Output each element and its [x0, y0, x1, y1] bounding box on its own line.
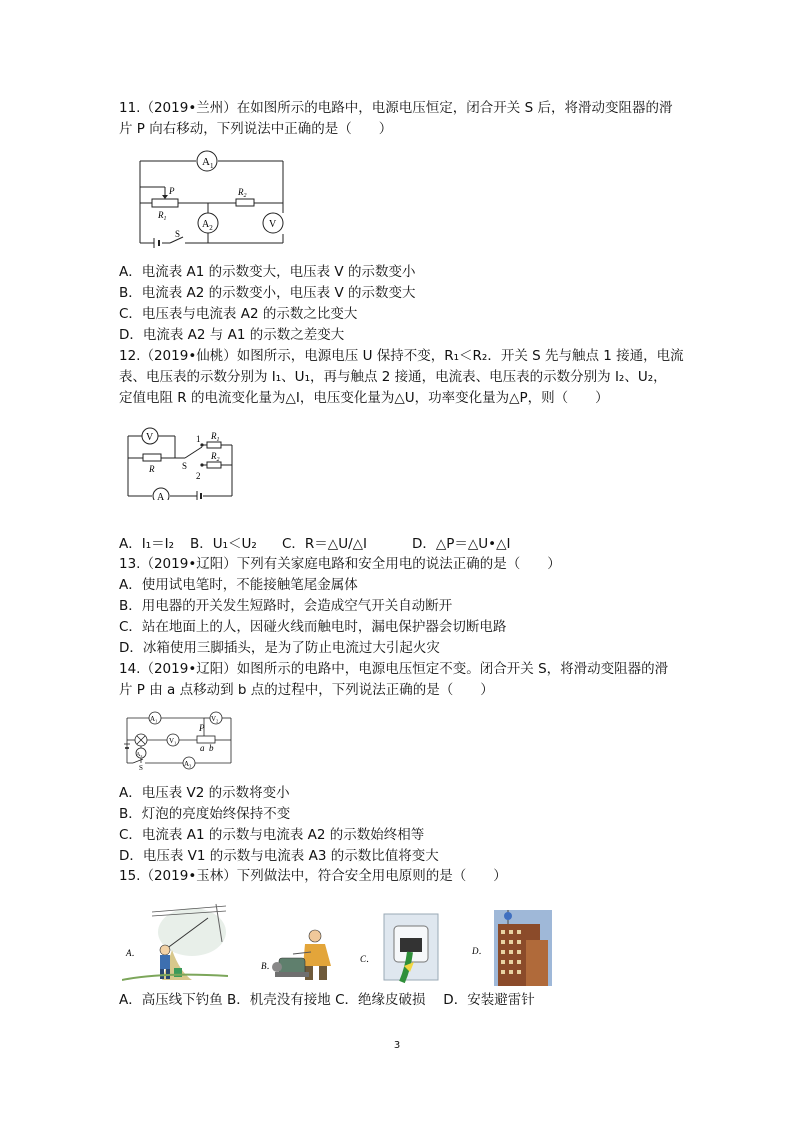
page-number: 3	[393, 1040, 401, 1051]
voltmeter-v-label: V	[146, 432, 154, 443]
ammeter-a-label: A	[157, 492, 165, 500]
q13-option-b: B．用电器的开关发生短路时，会造成空气开关自动断开	[119, 598, 453, 614]
q12-option-a: A．I₁＝I₂	[119, 536, 175, 552]
switch-s-label: S	[175, 229, 181, 239]
q12-stem-line3: 定值电阻 R 的电流变化量为△I，电压变化量为△U，功率变化量为△P，则（ ）	[119, 390, 609, 406]
q12-option-c: C．R＝△U/△I	[282, 536, 367, 552]
q14-stem-line1: 14.（2019•辽阳）如图所示的电路中，电源电压恒定不变。闭合开关 S，将滑动变阻器的滑	[119, 661, 669, 677]
ammeter-a3-label: A₃	[184, 760, 192, 768]
q11-circuit-diagram	[138, 148, 298, 248]
point-a-label: a	[200, 743, 205, 753]
q14-option-d: D．电压表 V1 的示数与电流表 A3 的示数比值将变大	[119, 848, 439, 864]
q15-options: A．高压线下钓鱼 B．机壳没有接地 C．绝缘皮破损 D．安装避雷针	[119, 992, 535, 1008]
voltmeter-v1-label: V₁	[169, 737, 177, 745]
q13-option-c: C．站在地面上的人，因碰火线而触电时，漏电保护器会切断电路	[119, 619, 507, 635]
q11-option-d: D．电流表 A2 与 A1 的示数之差变大	[119, 327, 345, 343]
q11-option-b: B．电流表 A2 的示数变小，电压表 V 的示数变大	[119, 285, 416, 301]
q15-picture-c-letter: C．	[360, 954, 376, 964]
q15-picture-d-letter: D．	[472, 946, 488, 956]
q14-option-b: B．灯泡的亮度始终保持不变	[119, 806, 291, 822]
resistor-r-label: R	[149, 464, 155, 474]
q14-stem-line2: 片 P 由 a 点移动到 b 点的过程中，下列说法正确的是（ ）	[119, 682, 494, 698]
switch-s-label: S	[182, 461, 188, 471]
q14-option-c: C．电流表 A1 的示数与电流表 A2 的示数始终相等	[119, 827, 425, 843]
r2-label: $R_2$	[238, 187, 247, 199]
ammeter-a1-label: $A_1$	[202, 156, 214, 170]
q11-option-c: C．电压表与电流表 A2 的示数之比变大	[119, 306, 358, 322]
q15-picture-d-building	[466, 908, 552, 986]
voltmeter-v-label: V	[269, 219, 277, 230]
q11-stem-line2: 片 P 向右移动，下列说法中正确的是（ ）	[119, 121, 393, 137]
q12-option-d: D．△P＝△U•△I	[412, 536, 511, 552]
q14-option-a: A．电压表 V2 的示数将变小	[119, 785, 290, 801]
slider-p-label: P	[199, 723, 205, 733]
r2-label: $R_2$	[211, 451, 220, 463]
voltmeter-v2-label: V₂	[211, 715, 219, 723]
q15-picture-b-motor	[257, 924, 357, 984]
q14-circuit-diagram	[121, 708, 237, 772]
q15-picture-c-plug	[354, 908, 444, 986]
r1-label: $R_1$	[211, 431, 220, 443]
q12-option-b: B．U₁＜U₂	[190, 536, 257, 552]
q15-picture-b-letter: B．	[261, 961, 276, 971]
q11-stem-line1: 11.（2019•兰州）在如图所示的电路中，电源电压恒定，闭合开关 S 后，将滑动变阻器的滑	[119, 100, 673, 116]
q12-stem-line1: 12.（2019•仙桃）如图所示，电源电压 U 保持不变，R₁＜R₂．开关 S 先与触点 1 接通，电流	[119, 348, 684, 364]
contact-2-label: 2	[196, 471, 201, 481]
ammeter-a1-label: A₁	[150, 715, 158, 723]
q15-picture-a-fishing	[122, 902, 228, 982]
q15-stem: 15.（2019•玉林）下列做法中，符合安全用电原则的是（ ）	[119, 868, 507, 884]
contact-1-label: 1	[196, 434, 201, 444]
q13-option-a: A．使用试电笔时，不能接触笔尾金属体	[119, 577, 358, 593]
q13-stem: 13.（2019•辽阳）下列有关家庭电路和安全用电的说法正确的是（ ）	[119, 556, 561, 572]
q12-stem-line2: 表、电压表的示数分别为 I₁、U₁，再与触点 2 接通，电流表、电压表的示数分别为 I₂、U₂，	[119, 369, 667, 385]
ammeter-a2-label: A₂	[136, 752, 143, 758]
q13-option-d: D．冰箱使用三脚插头，是为了防止电流过大引起火灾	[119, 640, 440, 656]
q12-circuit-diagram	[125, 425, 237, 500]
ammeter-a2-label: $A_2$	[202, 219, 213, 232]
q15-picture-a-letter: A．	[126, 948, 141, 958]
q11-option-a: A．电流表 A1 的示数变大，电压表 V 的示数变小	[119, 264, 416, 280]
slider-p-label: P	[169, 186, 175, 196]
switch-s-label: S	[139, 764, 143, 772]
point-b-label: b	[209, 743, 214, 753]
r1-label: $R_1$	[158, 210, 167, 222]
